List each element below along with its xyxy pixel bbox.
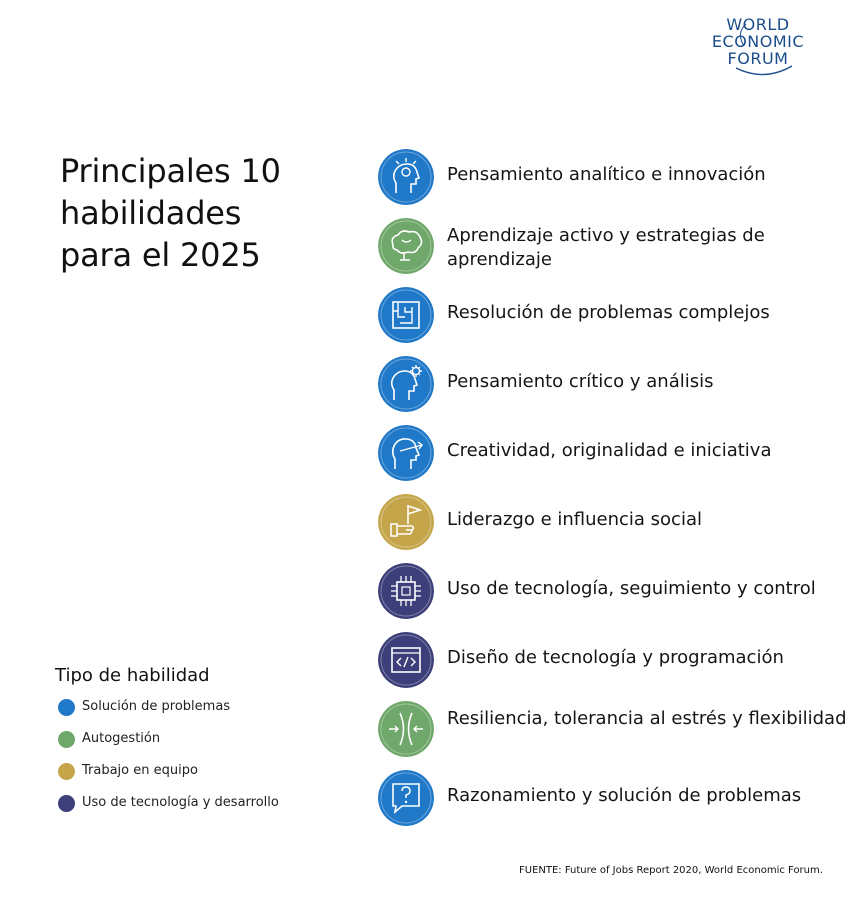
- skill-type-legend: [55, 664, 355, 822]
- legend-item: [55, 758, 355, 790]
- legend-item: [55, 790, 355, 822]
- source-note: FUENTE: Future of Jobs Report 2020, World Economic Forum.: [519, 865, 823, 876]
- legend-dot: [58, 763, 75, 780]
- head-arrow-icon: [378, 425, 434, 481]
- legend-label: Autogestión: [82, 731, 161, 746]
- skill-item: [378, 494, 858, 554]
- legend-dot: [58, 699, 75, 716]
- question-bubble-icon: [378, 770, 434, 826]
- skill-label: Uso de tecnología, seguimiento y control: [447, 578, 816, 599]
- page-title: [60, 150, 360, 276]
- skill-label: Liderazgo e influencia social: [447, 509, 702, 530]
- title-line-1: Principales 10: [60, 152, 281, 190]
- legend-label: Solución de problemas: [82, 699, 231, 714]
- skill-item: [378, 770, 858, 830]
- skill-item: [378, 563, 858, 623]
- title-line-3: para el 2025: [60, 236, 261, 274]
- legend-item: [55, 726, 355, 758]
- logo-line-1: WORLD: [726, 15, 790, 34]
- logo-line-2: ECONOMIC: [711, 32, 805, 51]
- legend-dot: [58, 795, 75, 812]
- legend-label: Trabajo en equipo: [82, 763, 198, 778]
- skill-item: [378, 218, 858, 278]
- skill-label: Diseño de tecnología y programación: [447, 647, 784, 668]
- skill-label: Pensamiento analítico e innovación: [447, 164, 766, 185]
- skill-label: Resiliencia, tolerancia al estrés y flexibilidad: [447, 708, 847, 729]
- skill-label: Aprendizaje activo y estrategias de aprendizaje: [447, 225, 765, 270]
- skill-label: Creatividad, originalidad e iniciativa: [447, 440, 772, 461]
- logo-line-3: FORUM: [727, 49, 789, 68]
- skills-list: [378, 0, 858, 900]
- code-window-icon: [378, 632, 434, 688]
- legend-item: [55, 694, 355, 726]
- legend-label: Uso de tecnología y desarrollo: [82, 795, 279, 810]
- skill-label: Razonamiento y solución de problemas: [447, 785, 802, 806]
- resilience-arrows-icon: [378, 701, 434, 757]
- title-line-2: habilidades: [60, 194, 242, 232]
- skill-item: [378, 149, 858, 209]
- skill-item: [378, 632, 858, 692]
- gear-head-icon: [378, 356, 434, 412]
- maze-icon: [378, 287, 434, 343]
- skill-label: Resolución de problemas complejos: [447, 302, 770, 323]
- skill-item: [378, 425, 858, 485]
- skill-label: Pensamiento crítico y análisis: [447, 371, 714, 392]
- skill-item: [378, 356, 858, 416]
- legend-title: Tipo de habilidad: [55, 665, 210, 686]
- brain-icon: [378, 218, 434, 274]
- skill-item: [378, 287, 858, 347]
- flag-hand-icon: [378, 494, 434, 550]
- lightbulb-head-icon: [378, 149, 434, 205]
- chip-icon: [378, 563, 434, 619]
- legend-dot: [58, 731, 75, 748]
- skill-item: [378, 701, 858, 761]
